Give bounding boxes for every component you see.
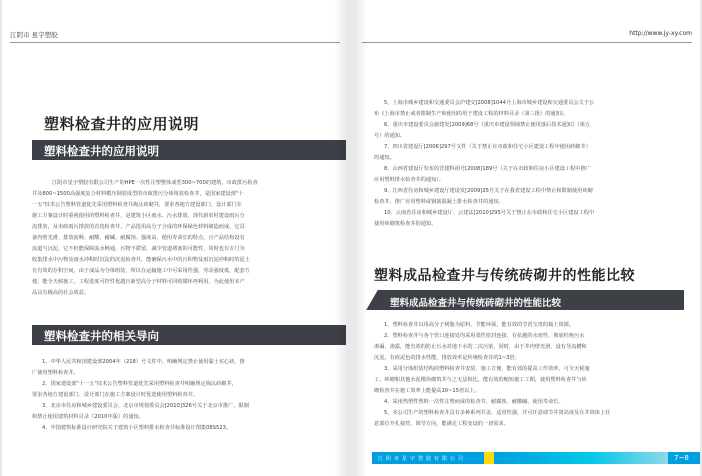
footer-bar [356, 452, 700, 464]
list-item: 5、上海市城乡建设和交通委员会沪建交[2008]1044号上海市城乡建设和交通委员会关于公 [384, 100, 595, 106]
page-title: 塑料检查井的应用说明 [44, 115, 200, 133]
list-item: 6、重庆市建设委员会渝建发[2009]68号《重庆市建设领域禁止使用落后技术通知》（第五 [384, 122, 591, 128]
list-item: 5、本公司生产的塑料检查井具有多种系列井盖，适用性强，并可任意调节井筒高度及在井筒体上任 [384, 410, 611, 416]
list-item: 号）的通知。 [374, 133, 406, 139]
intro-line: 备内壁光滑、排放流畅、耐酸、耐碱、耐腐蚀、强度高、使用寿命长的特点，且产品结构设有 [32, 235, 245, 241]
list-item: 3、采用分体组装结构的塑料检查井安装、施工方便，能有效的提高工作效率，可全天候施 [384, 366, 590, 372]
section-band-guidance [32, 325, 346, 345]
company-header: 江阴市 星宇塑胶 [10, 31, 58, 39]
list-item: 工，砖砌和其他水泥模块砌筑井与之无法相比，能有效的缩短施工工期，使用塑料检查井与砖 [374, 377, 587, 383]
regulation-list [374, 98, 688, 230]
intro-paragraph [32, 178, 339, 299]
list-item: 广使用塑料检查井。 [32, 370, 79, 376]
list-item: 应用塑料排水检查井的通知）。 [374, 177, 445, 183]
list-item: 7、四川省建设厅[2006]297号文件（关于禁止在市政和住宅小区建设工程中使用砖砌井） [384, 144, 591, 150]
header-rule [10, 42, 340, 43]
intro-line: 施工方案设计时重视使用的塑料检查井，是建筑小区雨水、污水排放、现代新农村建设雨污分 [32, 213, 245, 219]
intro-line: 收集排水中污物及雨水冲积时沉淀的沉泥检查井，能确保污水中的污积物及雨沉淀冲积时的泥土 [32, 257, 250, 263]
list-item: 检查井，推广应用塑料或钢筋混凝土排水检查井的通知。 [374, 199, 504, 205]
list-item: 9、江西省住房和城乡建设厅建设发[2009]25号关于在我省建设工程中禁止和限制使用砖砌 [384, 188, 593, 194]
right-page [356, 0, 700, 476]
intro-line: 流道与沉泥，它不但能保障流水畅通，污物不滞留，减少管道堵塞的可能性，同时也有专门为 [32, 246, 245, 252]
list-item: 4、采用热塑性塑料一次性注塑而成的检查井，耐腐蚀、耐酸碱、使用寿命长。 [384, 399, 564, 405]
list-item: 砌检查井在施工效率上能提高10~15倍以上。 [374, 388, 480, 394]
page-number-block [668, 452, 700, 464]
intro-line: 流排放，及市政雨污排放的首选检查井，产品选用高分子合成的环保绿色材料制造而成，它具 [32, 224, 245, 230]
footer-yellow-accent [484, 452, 494, 464]
list-item: 2、国家建设部"十一五"技术公告塑料管道优先采用塑料检查井明确规定淘汰砖砌井， [42, 381, 237, 387]
intro-line: 便，能全天候施工，工程进度可控性优越且新型高分子材料可回收循环再利用，为此使用本产 [32, 279, 245, 285]
footer-company-block [372, 452, 484, 464]
gutter-shadow [334, 0, 346, 476]
intro-line: 井及800~1500高强度复合材料模压钢装成型的市政排污分体组装检查井，是国家建设部"十 [32, 191, 244, 197]
comparison-title: 塑料成品检查井与传统砖砌井的性能比较 [374, 268, 635, 284]
header-rule [362, 42, 692, 43]
list-item: 意部位开孔接管，调节方向，能满足工程变设的一切需求。 [374, 421, 509, 427]
list-item: 布《上海市禁止或者限制生产和使用的用于建设工程的材料目录（第三批）的通知》。 [374, 111, 569, 117]
list-item: 沉泥，有嵌泥色的排水性能，排放效率是传统检查井的1~3倍。 [374, 355, 520, 361]
list-item: 的通知。 [374, 155, 395, 161]
list-item: 使用砖砌筑检查井的通知。 [374, 221, 437, 227]
guidance-list [32, 357, 339, 434]
section-band-label: 塑料检查井的相关导向 [44, 329, 159, 343]
left-page [2, 0, 346, 476]
section-band-label: 塑料成品检查井与传统砖砌井的性能比较 [390, 298, 562, 309]
section-band-application [32, 140, 346, 160]
intro-line: 有有效的存积空间，由于成品为分体组装，所以在运输施工中可采用性强，劳动强度低，配套方 [32, 268, 250, 274]
intro-line: 品具有极高的社会效益。 [32, 290, 90, 296]
list-item: 4、中国建筑标准设计研究院关于建筑小区塑料排水检查井标准设计图集08S523。 [42, 425, 232, 431]
intro-line: 一五"技术公告塑料管道优先采用塑料检查井淘汰砖砌井，要求各地方建设部门、设计部门在 [32, 202, 242, 208]
list-item: 和禁止使用建筑材料目录（2010年版）的通知。 [32, 414, 144, 420]
list-item: 渗漏、渗露，能有效的防止污水对地下水的二次污染，同时，由于井内壁光滑，设有导流槽和 [374, 344, 587, 350]
footer-gradient-strip [494, 452, 668, 464]
comparison-list [374, 320, 690, 430]
list-item: 8、山西省建设厅发布的晋建科函号[2008]189号（关于在市政和住房小区建设工程中推广 [384, 166, 591, 172]
intro-line: 江阴市星宇塑胶有限公司生产的HPE一次性注塑整体成型300~700的建筑、市政排污检查 [52, 180, 258, 186]
gutter-shadow [356, 0, 368, 476]
footer-company-name: 江阴市星宇塑胶有限公司 [378, 456, 467, 462]
list-item: 2、塑料检查井与各个管口连接处均采用柔性密封连接，有抗越的水密性，彻底杜绝污水 [384, 333, 585, 339]
section-band-label: 塑料检查井的应用说明 [44, 144, 159, 158]
list-item: 要求各地方建设部门、设计部门在施工方案设计时优选使用塑料检查井。 [32, 392, 199, 398]
list-item: 1、中华人民共和国建设部2004年（218）号文件中，明确规定禁止使用黏土实心砖，推 [42, 359, 245, 365]
list-item: 3、北京市住房和城乡建设委员会、北京市规划委员会[2010]326号关于北京市推广、限制 [42, 403, 249, 409]
section-band-comparison [366, 290, 684, 310]
list-item: 1、塑料检查井以用高分子树脂为原料，节能环保，能有效的节省宝贵的黏土资源。 [384, 322, 575, 328]
website-header: http://www.jy-xy.com [629, 30, 692, 37]
list-item: 10、云南省住房和城乡建设厅、云建法[2010]295号关于禁止在市政和住宅小区建设工程中 [384, 210, 595, 216]
page-number: 7~8 [674, 454, 689, 462]
